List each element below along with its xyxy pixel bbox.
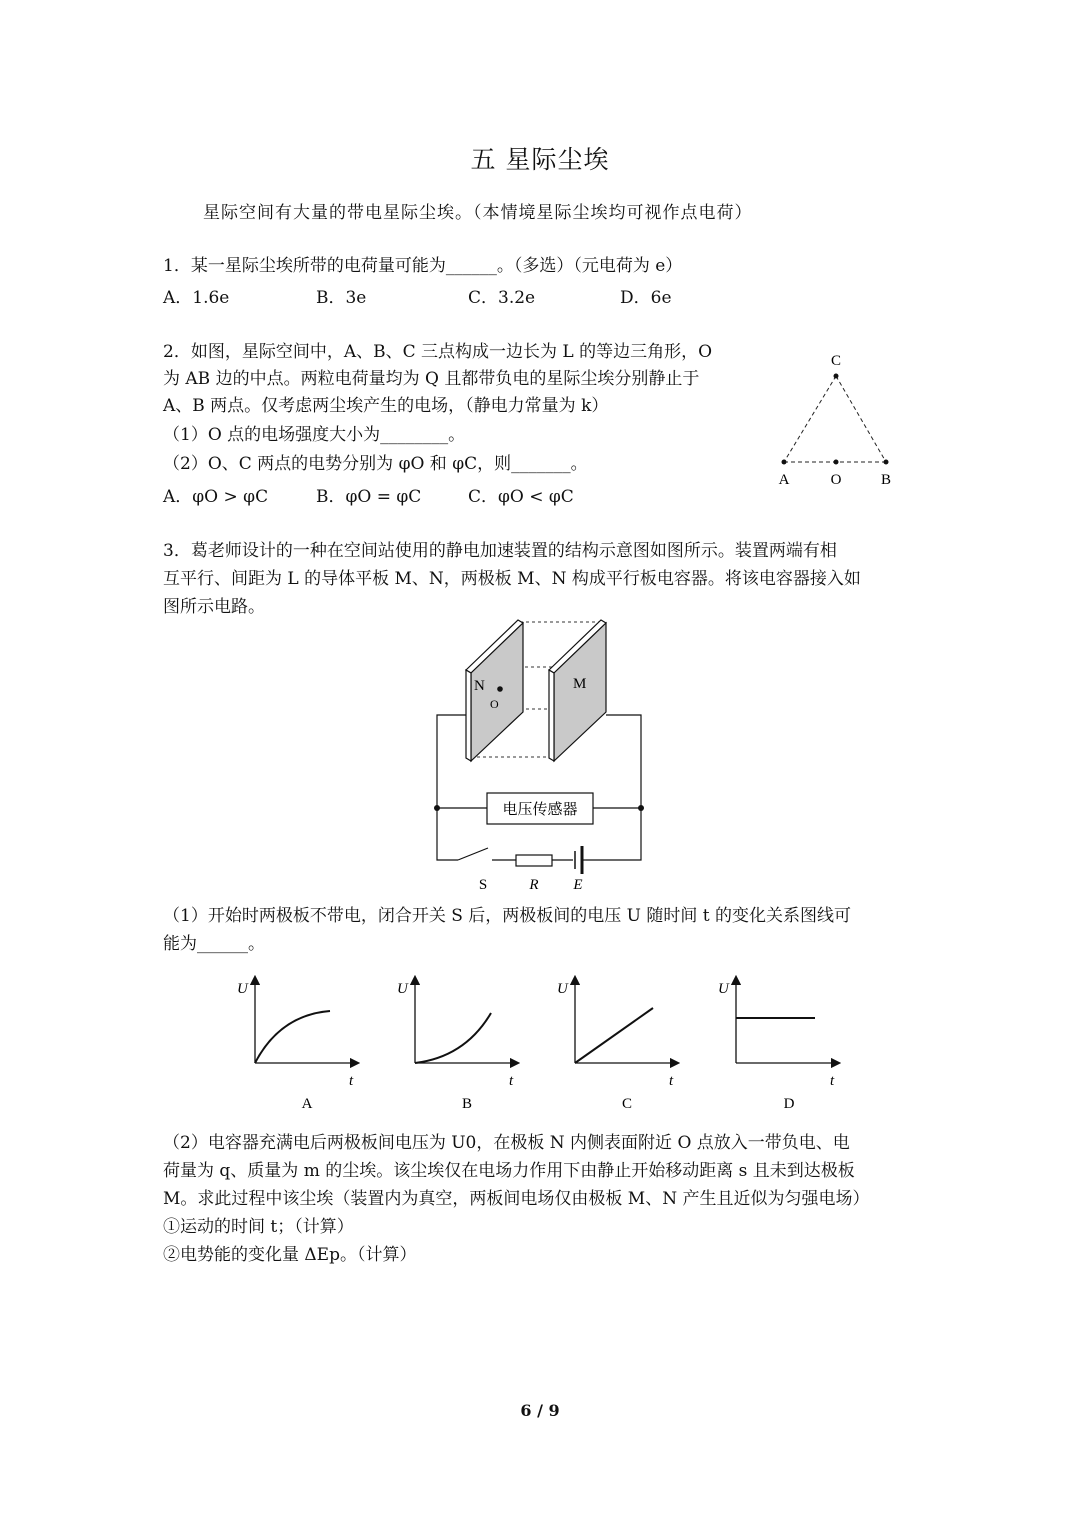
point-o-dust xyxy=(497,686,503,692)
q2-option-a: A．φO > φC xyxy=(163,487,269,507)
graph-a-label: A xyxy=(301,1096,313,1112)
graph-a-y-label: U xyxy=(237,981,248,997)
q2-part-2: （2）O、C 两点的电势分别为 φO 和 φC，则_______。 xyxy=(163,454,588,474)
graph-d-x-label: t xyxy=(830,1073,835,1089)
graph-a-curve xyxy=(255,1011,330,1063)
q2-option-b: B．φO = φC xyxy=(316,487,422,507)
point-o xyxy=(834,460,839,465)
wire-right xyxy=(586,715,641,860)
label-battery: E xyxy=(573,877,583,893)
label-plate-n: N xyxy=(474,678,485,694)
triangle-diagram xyxy=(760,345,910,495)
intro-text: 星际空间有大量的带电星际尘埃。（本情境星际尘埃均可视作点电荷） xyxy=(203,203,753,223)
label-b: B xyxy=(880,472,892,488)
graph-b-curve xyxy=(415,1013,491,1063)
q3-part2-line-4: ①运动的时间 t；（计算） xyxy=(163,1217,354,1237)
junction-left xyxy=(434,805,440,811)
label-switch: S xyxy=(478,877,488,893)
q1-option-d: D．6e xyxy=(620,288,672,308)
voltage-sensor-label: 电压传感器 xyxy=(502,802,578,818)
plate-n-side xyxy=(466,670,471,761)
q3-part1-line-1: （1）开始时两极板不带电，闭合开关 S 后，两极板间的电压 U 随时间 t 的变化关系图线可 xyxy=(163,906,852,926)
junction-right xyxy=(638,805,644,811)
point-b xyxy=(884,460,889,465)
triangle-side-ac xyxy=(784,376,836,462)
u-t-graphs xyxy=(225,975,855,1115)
triangle-side-bc xyxy=(836,376,886,462)
q1-option-c: C．3.2e xyxy=(468,288,536,308)
graph-b-y-label: U xyxy=(397,981,408,997)
q2-option-c: C．φO < φC xyxy=(468,487,574,507)
switch-s xyxy=(458,848,488,860)
plate-m-side xyxy=(549,670,554,761)
graph-c-x-label: t xyxy=(669,1073,674,1089)
graph-b-x-label: t xyxy=(509,1073,514,1089)
graph-c-line xyxy=(575,1008,653,1063)
q3-part2-line-5: ②电势能的变化量 ΔEp。（计算） xyxy=(163,1245,417,1265)
label-plate-m: M xyxy=(573,676,587,692)
graph-c-y-label: U xyxy=(557,981,568,997)
resistor-r xyxy=(516,855,552,866)
page-number: 6 / 9 xyxy=(520,1401,560,1420)
q1-option-a: A．1.6e xyxy=(163,288,230,308)
section-title: 五 星际尘埃 xyxy=(470,145,610,174)
q3-line-2: 互平行、间距为 L 的导体平板 M、N，两极板 M、N 构成平行板电容器。将该电容器接入如 xyxy=(163,569,861,589)
graph-c-label: C xyxy=(621,1096,633,1112)
label-point-o: O xyxy=(490,697,499,711)
point-c xyxy=(834,374,839,379)
q2-line-2: 为 AB 边的中点。两粒电荷量均为 Q 且都带负电的星际尘埃分别静止于 xyxy=(163,369,700,389)
graph-d-label: D xyxy=(783,1096,795,1112)
label-resistor: R xyxy=(529,877,539,893)
q2-line-1: 2．如图，星际空间中，A、B、C 三点构成一边长为 L 的等边三角形，O xyxy=(163,342,713,362)
label-a: A xyxy=(778,472,790,488)
q1-stem: 1．某一星际尘埃所带的电荷量可能为______。（多选）（元电荷为 e） xyxy=(163,256,683,276)
graph-b-label: B xyxy=(461,1096,473,1112)
q3-part2-line-3: M。求此过程中该尘埃（装置内为真空，两板间电场仅由极板 M、N 产生且近似为匀强电场） xyxy=(163,1189,870,1209)
q2-line-3: A、B 两点。仅考虑两尘埃产生的电场，（静电力常量为 k） xyxy=(163,396,609,416)
q3-part2-line-2: 荷量为 q、质量为 m 的尘埃。该尘埃仅在电场力作用下由静止开始移动距离 s 且未到达极板 xyxy=(163,1161,855,1181)
wire-left xyxy=(437,715,466,860)
q3-line-1: 3．葛老师设计的一种在空间站使用的静电加速装置的结构示意图如图所示。装置两端有相 xyxy=(163,541,837,561)
capacitor-circuit-diagram xyxy=(430,615,660,900)
q3-line-3: 图所示电路。 xyxy=(163,597,265,617)
graph-a-x-label: t xyxy=(349,1073,354,1089)
q3-part1-line-2: 能为______。 xyxy=(163,934,265,954)
graph-d-y-label: U xyxy=(718,981,729,997)
label-o: O xyxy=(830,472,842,488)
q3-part2-line-1: （2）电容器充满电后两极板间电压为 U0，在极板 N 内侧表面附近 O 点放入一带负电、电 xyxy=(163,1133,850,1153)
q2-part-1: （1）O 点的电场强度大小为________。 xyxy=(163,425,466,445)
label-c: C xyxy=(830,353,842,369)
point-a xyxy=(782,460,787,465)
q1-option-b: B．3e xyxy=(316,288,367,308)
